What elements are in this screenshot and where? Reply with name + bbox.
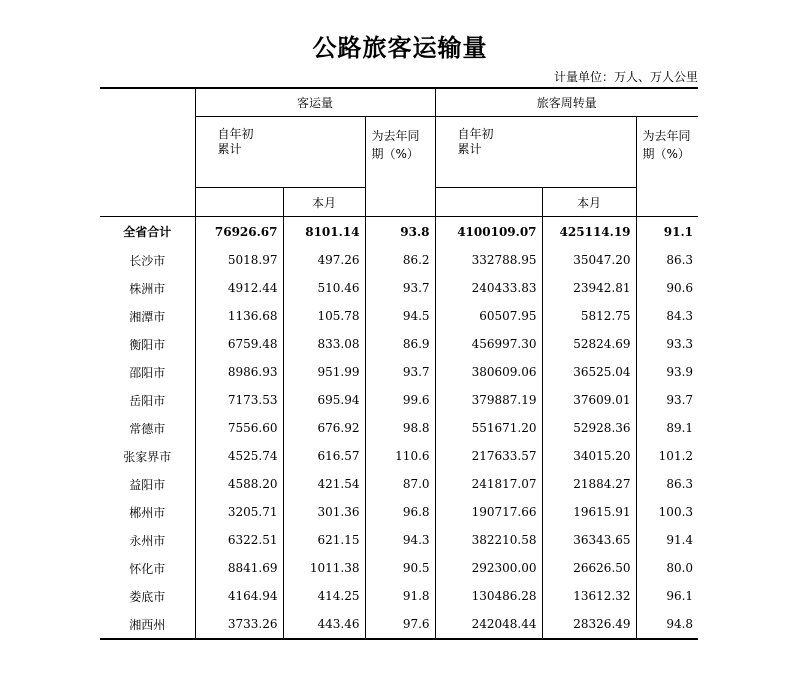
volume-cumulative: 4164.94 (195, 582, 283, 610)
region-name: 永州市 (129, 533, 166, 548)
volume-cumulative: 7556.60 (195, 414, 283, 442)
volume-month: 105.78 (283, 302, 365, 330)
region-name: 张家界市 (123, 449, 172, 464)
turnover-month: 52928.36 (542, 414, 636, 442)
volume-cumulative: 6759.48 (195, 330, 283, 358)
region-name: 益阳市 (129, 477, 166, 492)
volume-yoy: 93.8 (365, 217, 435, 247)
turnover-cumulative: 380609.06 (435, 358, 542, 386)
turnover-yoy: 86.3 (636, 246, 698, 274)
region-name: 怀化市 (129, 561, 166, 576)
volume-yoy: 87.0 (365, 470, 435, 498)
turnover-month: 26626.50 (542, 554, 636, 582)
turnover-month: 36343.65 (542, 526, 636, 554)
turnover-month: 19615.91 (542, 498, 636, 526)
table-row (100, 274, 698, 302)
turnover-month-header: 本月 (542, 188, 636, 217)
volume-yoy: 97.6 (365, 610, 435, 639)
region-name: 长沙市 (129, 253, 166, 268)
table-row (100, 498, 698, 526)
turnover-yoy-header (636, 117, 698, 217)
table-row (100, 526, 698, 554)
region-name: 娄底市 (129, 589, 166, 604)
volume-yoy: 90.5 (365, 554, 435, 582)
turnover-cumulative: 240433.83 (435, 274, 542, 302)
volume-yoy: 93.7 (365, 274, 435, 302)
volume-month: 443.46 (283, 610, 365, 639)
volume-yoy: 98.8 (365, 414, 435, 442)
turnover-yoy: 96.1 (636, 582, 698, 610)
turnover-month: 36525.04 (542, 358, 636, 386)
volume-cumulative-header (195, 117, 365, 188)
table-row (100, 358, 698, 386)
volume-yoy: 86.9 (365, 330, 435, 358)
volume-cumulative: 4588.20 (195, 470, 283, 498)
turnover-cumulative: 241817.07 (435, 470, 542, 498)
region-name: 郴州市 (129, 505, 166, 520)
region-name: 全省合计 (123, 225, 172, 239)
table-row (100, 442, 698, 470)
turnover-yoy: 91.1 (636, 217, 698, 247)
turnover-month: 21884.27 (542, 470, 636, 498)
turnover-cumulative: 217633.57 (435, 442, 542, 470)
turnover-cumulative-label: 自年初 累计 (457, 127, 494, 156)
volume-month: 621.15 (283, 526, 365, 554)
volume-cumulative: 6322.51 (195, 526, 283, 554)
volume-yoy: 96.8 (365, 498, 435, 526)
volume-cumulative: 8986.93 (195, 358, 283, 386)
table-row (100, 554, 698, 582)
table-row (100, 610, 698, 639)
turnover-yoy: 100.3 (636, 498, 698, 526)
turnover-month: 52824.69 (542, 330, 636, 358)
region-name: 常德市 (129, 421, 166, 436)
region-name: 株洲市 (129, 281, 166, 296)
volume-yoy: 94.3 (365, 526, 435, 554)
region-name: 衡阳市 (129, 337, 166, 352)
turnover-cumulative: 292300.00 (435, 554, 542, 582)
turnover-cumulative: 332788.95 (435, 246, 542, 274)
turnover-month: 13612.32 (542, 582, 636, 610)
region-header-cell (100, 88, 195, 217)
volume-cumulative: 7173.53 (195, 386, 283, 414)
turnover-yoy: 89.1 (636, 414, 698, 442)
turnover-yoy: 93.3 (636, 330, 698, 358)
table-row (100, 470, 698, 498)
turnover-yoy: 93.9 (636, 358, 698, 386)
region-name: 岳阳市 (129, 393, 166, 408)
volume-month: 695.94 (283, 386, 365, 414)
turnover-cumulative-spacer (435, 188, 542, 217)
turnover-yoy: 101.2 (636, 442, 698, 470)
volume-yoy: 99.6 (365, 386, 435, 414)
volume-yoy: 110.6 (365, 442, 435, 470)
volume-yoy: 93.7 (365, 358, 435, 386)
turnover-month: 5812.75 (542, 302, 636, 330)
volume-cumulative: 76926.67 (195, 217, 283, 247)
volume-yoy-header (365, 117, 435, 217)
volume-month: 301.36 (283, 498, 365, 526)
turnover-month: 35047.20 (542, 246, 636, 274)
region-name: 湘西州 (100, 610, 195, 639)
volume-month: 676.92 (283, 414, 365, 442)
turnover-month: 425114.19 (542, 217, 636, 247)
turnover-cumulative: 60507.95 (435, 302, 542, 330)
volume-month: 1011.38 (283, 554, 365, 582)
turnover-yoy: 80.0 (636, 554, 698, 582)
unit-note: 计量单位：万人、万人公里 (553, 70, 698, 84)
turnover-cumulative: 242048.44 (435, 610, 542, 639)
region-name: 湘潭市 (129, 309, 166, 324)
turnover-cumulative: 4100109.07 (435, 217, 542, 247)
table-row (100, 246, 698, 274)
table-row (100, 330, 698, 358)
volume-cumulative: 5018.97 (195, 246, 283, 274)
volume-cumulative-spacer (195, 188, 283, 217)
turnover-yoy-label: 为去年同 期（%） (642, 129, 691, 161)
turnover-month: 28326.49 (542, 610, 636, 639)
volume-cumulative: 8841.69 (195, 554, 283, 582)
turnover-cumulative: 130486.28 (435, 582, 542, 610)
passenger-volume-header: 客运量 (195, 88, 435, 117)
turnover-cumulative: 551671.20 (435, 414, 542, 442)
volume-cumulative: 3205.71 (195, 498, 283, 526)
volume-cumulative: 4912.44 (195, 274, 283, 302)
volume-month: 951.99 (283, 358, 365, 386)
turnover-cumulative: 456997.30 (435, 330, 542, 358)
volume-cumulative: 3733.26 (195, 610, 283, 639)
table-row (100, 582, 698, 610)
total-row (100, 217, 698, 247)
table-row (100, 386, 698, 414)
volume-cumulative-label: 自年初 累计 (217, 127, 254, 156)
turnover-yoy: 86.3 (636, 470, 698, 498)
volume-month: 833.08 (283, 330, 365, 358)
volume-month: 414.25 (283, 582, 365, 610)
turnover-month: 23942.81 (542, 274, 636, 302)
volume-yoy: 91.8 (365, 582, 435, 610)
turnover-yoy: 93.7 (636, 386, 698, 414)
volume-month-header: 本月 (283, 188, 365, 217)
turnover-yoy: 90.6 (636, 274, 698, 302)
volume-yoy: 86.2 (365, 246, 435, 274)
volume-month: 616.57 (283, 442, 365, 470)
page-title: 公路旅客运输量 (312, 34, 488, 62)
volume-cumulative: 4525.74 (195, 442, 283, 470)
turnover-month: 34015.20 (542, 442, 636, 470)
region-name: 邵阳市 (129, 365, 166, 380)
turnover-cumulative: 382210.58 (435, 526, 542, 554)
turnover-yoy: 84.3 (636, 302, 698, 330)
volume-yoy-label: 为去年同 期（%） (371, 129, 420, 161)
turnover-yoy: 94.8 (636, 610, 698, 639)
volume-month: 8101.14 (283, 217, 365, 247)
passenger-transport-table (100, 87, 698, 640)
passenger-turnover-header: 旅客周转量 (435, 88, 698, 117)
turnover-cumulative: 190717.66 (435, 498, 542, 526)
volume-month: 497.26 (283, 246, 365, 274)
table-row (100, 414, 698, 442)
turnover-yoy: 91.4 (636, 526, 698, 554)
turnover-month: 37609.01 (542, 386, 636, 414)
volume-cumulative: 1136.68 (195, 302, 283, 330)
volume-yoy: 94.5 (365, 302, 435, 330)
volume-month: 421.54 (283, 470, 365, 498)
turnover-cumulative-header (435, 117, 636, 188)
turnover-cumulative: 379887.19 (435, 386, 542, 414)
table-row (100, 302, 698, 330)
volume-month: 510.46 (283, 274, 365, 302)
